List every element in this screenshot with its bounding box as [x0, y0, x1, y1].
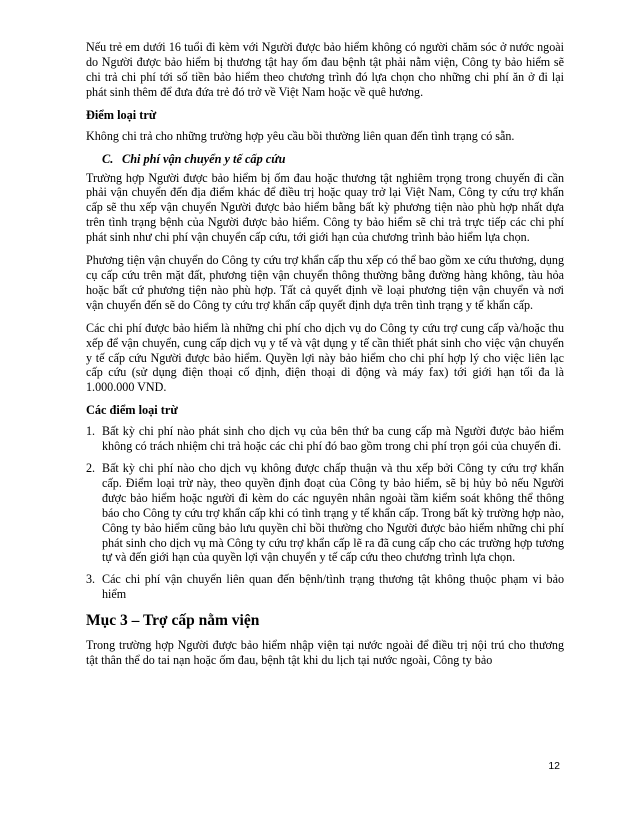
section-c-heading	[102, 152, 564, 167]
section-c-label: C.	[102, 151, 114, 166]
paragraph-exclusion: Không chi trả cho những trường hợp yêu cầu bồi thường liên quan đến tình trạng có sẵn.	[86, 128, 515, 143]
list-text: Các chi phí vận chuyển liên quan đến bệnh/tình trạng thương tật không thuộc phạm vi bảo hiểm	[102, 572, 564, 602]
page-number: 12	[548, 760, 560, 772]
document-page	[86, 40, 564, 668]
list-text: Bất kỳ chi phí nào cho dịch vụ không được chấp thuận và thu xếp bởi Công ty cứu trợ khẩn cấp. Điểm loại trừ này, theo quyền định đoạt của Công ty bảo hiểm, sẽ bị hủy bỏ nếu Người được bảo hiểm hoặc người đi kèm do các nguyên nhân ngoài tầm kiểm soát không thể thông báo cho Công ty cứu trợ khẩn cấp khi có tình trạng y tế khẩn cấp. Trong bất kỳ trường hợp nào, Công ty bảo hiểm cũng bảo lưu quyền chỉ bồi thường cho Người được bảo hiểm những chi phí phát sinh cho dịch vụ mà Công ty cứu trợ khẩn cấp lẽ ra đã cung cấp cho các trường hợp tương tự và đến giới hạn của quyền lợi vận chuyển y tế cấp cứu theo chương trình lựa chọn.	[102, 461, 564, 565]
exclusions-heading: Các điểm loại trừ	[86, 403, 178, 418]
list-item	[86, 572, 564, 602]
paragraph-child-escort: Nếu trẻ em dưới 16 tuổi đi kèm với Người được bảo hiểm không có người chăm sóc ở nước ngoài do Người được bảo hiểm bị thương tật hay ốm đau bệnh tật phải nằm viện, Công ty bảo hiểm sẽ chi trả chi phí tới số tiền bảo hiểm theo chương trình đó lựa chọn cho những chi phí ăn ở đi lại phát sinh thêm để đưa đứa trẻ đó trở về Việt Nam hoặc về quê hương.	[86, 40, 564, 99]
paragraph-transport-means: Phương tiện vận chuyển do Công ty cứu trợ khẩn cấp thu xếp có thể bao gồm xe cứu thương, dụng cụ cấp cứu trên mặt đất, phương tiện vận chuyển thông thường bằng đường hàng không, tàu hỏa hoặc bất cứ phương tiện nào phù hợp. Tất cả quyết định về loại phương tiện vận chuyển và nơi vận chuyển đến sẽ do Công ty cứu trợ khẩn cấp quyết định dựa trên tình trạng y tế khẩn cấp.	[86, 253, 564, 312]
list-text: Bất kỳ chi phí nào phát sinh cho dịch vụ của bên thứ ba cung cấp mà Người được bảo hiểm không có trách nhiệm chi trả hoặc các chi phí đó bao gồm trong chi phí trọn gói của chuyến đi.	[102, 424, 564, 454]
list-number: 2.	[86, 461, 96, 476]
paragraph-covered-costs: Các chi phí được bảo hiểm là những chi phí cho dịch vụ do Công ty cứu trợ cung cấp và/hoặc thu xếp để vận chuyển, cung cấp dịch vụ y tế và vật dụng y tế cần thiết phát sinh cho việc vận chuyển y tế cấp cứu Người được bảo hiểm. Quyền lợi này bảo hiểm cho chi phí hợp lý cho việc liên lạc cấp cứu (sử dụng điện thoại cố định, điện thoại di động và máy fax) tới giới hạn tối đa là 1.000.000 VND.	[86, 320, 564, 395]
paragraph-evacuation: Trường hợp Người được bảo hiểm bị ốm đau hoặc thương tật nghiêm trọng trong chuyến đi cần phải vận chuyển đến địa điểm khác để điều trị hoặc quay trở lại Việt Nam, Công ty cứu trợ khẩn cấp sẽ thu xếp vận chuyển Người được bảo hiểm bằng bất kỳ phương tiện nào phù hợp nhất dựa trên tình trạng bệnh của Người được bảo hiểm. Công ty bảo hiểm sẽ chi trả trực tiếp các chi phí phát sinh như chi phí vận chuyển cấp cứu, tới giới hạn của chương trình bảo hiểm lựa chọn.	[86, 170, 564, 245]
exclusions-list	[86, 424, 564, 602]
list-number: 3.	[86, 572, 96, 587]
list-number: 1.	[86, 424, 96, 439]
exclusion-heading: Điểm loại trừ	[86, 107, 157, 122]
section-c-title: Chi phí vận chuyển y tế cấp cứu	[122, 151, 286, 166]
list-item	[86, 424, 564, 454]
section-3-title: Mục 3 – Trợ cấp nằm viện	[86, 612, 260, 630]
list-item	[86, 461, 564, 565]
paragraph-hospital-allowance: Trong trường hợp Người được bảo hiểm nhập viện tại nước ngoài để điều trị nội trú cho thương tật thân thể do tai nạn hoặc ốm đau, bệnh tật khi du lịch tại nước ngoài, Công ty bảo	[86, 638, 564, 668]
